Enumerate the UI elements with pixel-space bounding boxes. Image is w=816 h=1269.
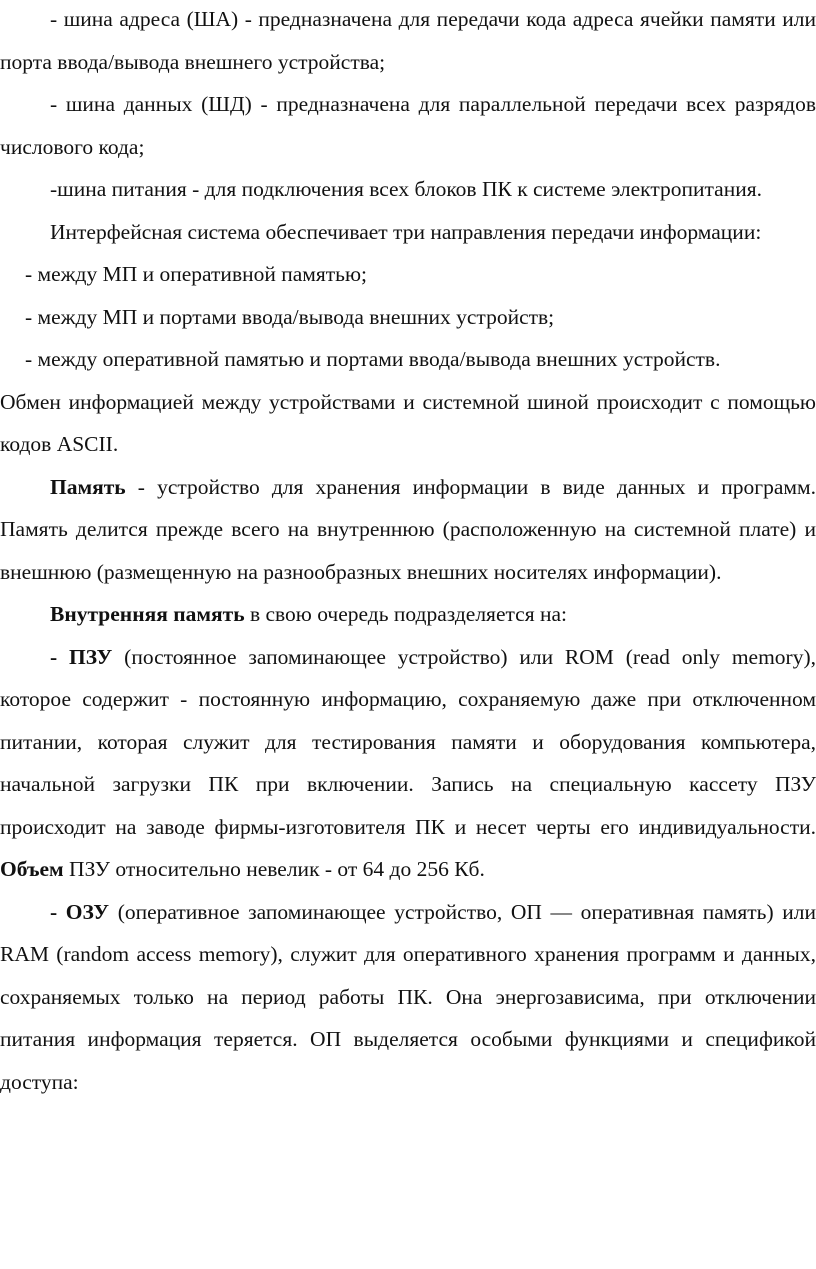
- term-volume: Объем: [0, 857, 64, 881]
- term-memory: Память: [50, 474, 126, 499]
- paragraph-power-bus: -шина питания - для подключения всех блоков ПК к системе электропитания.: [50, 177, 762, 201]
- paragraph-internal-memory: [0, 593, 816, 636]
- term-internal-memory: Внутренняя память: [50, 602, 245, 626]
- paragraph-address-bus: - шина адреса (ША) - предназначена для передачи кода адреса ячейки памяти или порта ввода/вывода внешнего устройства;: [0, 7, 816, 74]
- paragraph-data-bus: - шина данных (ШД) - предназначена для параллельной передачи всех разрядов числового кода;: [0, 92, 816, 159]
- paragraph-ram: [0, 891, 816, 1104]
- term-ram: - ОЗУ: [50, 899, 110, 924]
- paragraph-memory: [0, 466, 816, 594]
- ram-text: (оперативное запоминающее устройство, ОП — оперативная память) или RAM (random access memory), служит для оперативного хранения программ и данных, сохраняемых только на период работы ПК. Она энергозависима, при отключении питания информация теряется. ОП выделяется особыми функциями и спецификой доступа:: [0, 899, 816, 1094]
- term-rom: - ПЗУ: [50, 644, 113, 669]
- list-item-mp-ram: - между МП и оперативной памятью;: [25, 262, 368, 286]
- rom-text: (постоянное запоминающее устройство) или ROM (read only memory), которое содержит - постоянную информацию, сохраняемую даже при отключенном питании, которая служит для тестирования памяти и оборудования компьютера, начальной загрузки ПК при включении. Запись на специальную кассету ПЗУ происходит на заводе фирмы-изготовителя ПК и несет черты его индивидуальности.: [0, 644, 816, 839]
- memory-definition: - устройство для хранения информации в виде данных и программ. Память делится прежде всего на внутреннюю (расположенную на системной плате) и внешнюю (размещенную на разнообразных внешних носителях информации).: [0, 474, 816, 584]
- paragraph-ascii-exchange: Обмен информацией между устройствами и системной шиной происходит с помощью кодов ASCII.: [0, 389, 816, 456]
- list-item-ram-ports: - между оперативной памятью и портами ввода/вывода внешних устройств.: [25, 347, 721, 371]
- list-item-mp-ports: - между МП и портами ввода/вывода внешних устройств;: [25, 304, 555, 329]
- paragraph-interface-system: Интерфейсная система обеспечивает три направления передачи информации:: [50, 219, 762, 244]
- paragraph-rom: [0, 636, 816, 891]
- internal-memory-text: в свою очередь подразделяется на:: [244, 602, 567, 626]
- rom-volume-text: ПЗУ относительно невелик - от 64 до 256 Кб.: [63, 857, 485, 881]
